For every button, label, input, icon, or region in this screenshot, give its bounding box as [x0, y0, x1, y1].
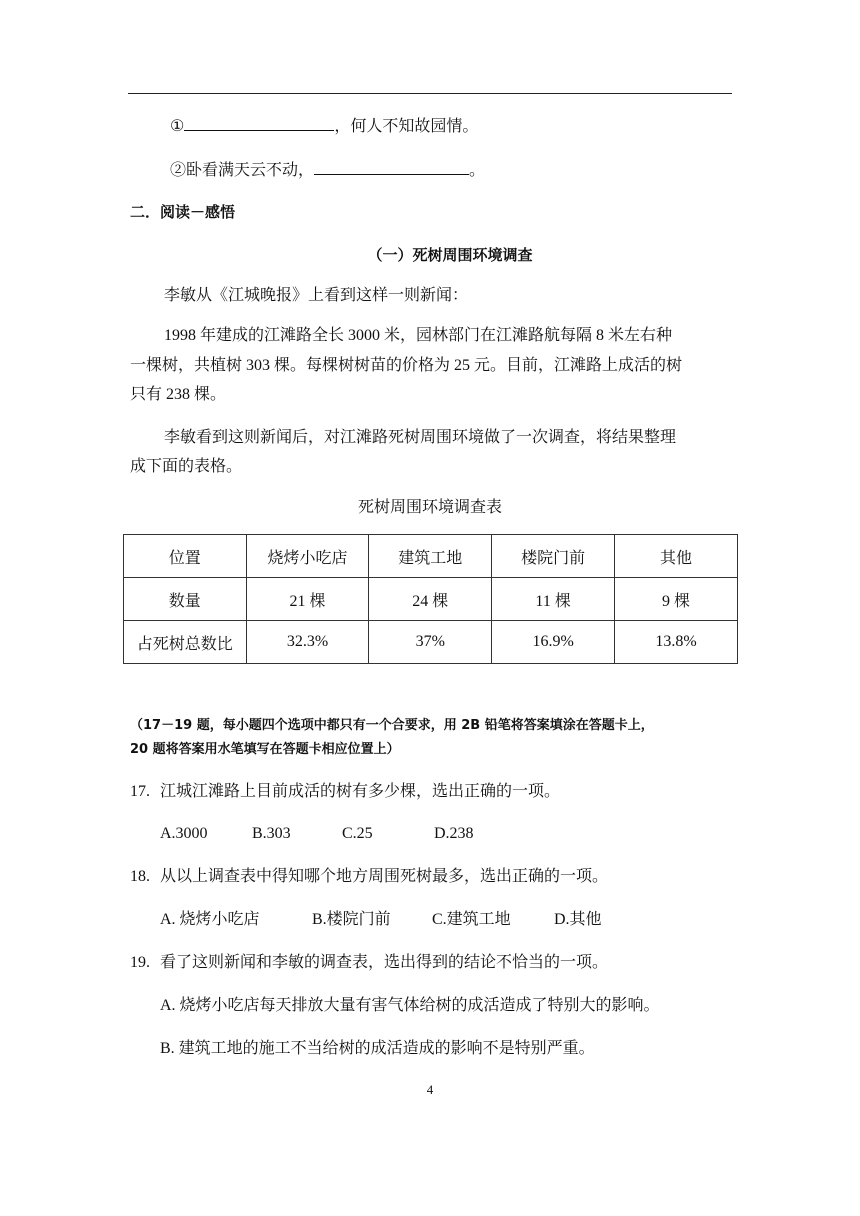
- table-title: 死树周围环境调查表: [357, 499, 502, 516]
- answer-blank-2: [314, 158, 469, 175]
- question-19-option-b: B. 建筑工地的施工不当给树的成活造成的影响不是特别严重。: [160, 1040, 595, 1057]
- table-header-cell: 其他: [615, 535, 738, 578]
- question-text: 看了这则新闻和李敏的调查表，选出得到的结论不恰当的一项。: [160, 954, 609, 971]
- after-line-2: 成下面的表格。: [130, 458, 243, 475]
- table-cell: 13.8%: [615, 621, 738, 664]
- question-number: 17.: [130, 783, 150, 800]
- poem-q2-tail: 。: [469, 162, 486, 179]
- option-a: A.3000: [160, 825, 208, 842]
- section-heading: 二．阅读－感悟: [130, 203, 236, 221]
- option-c: C.建筑工地: [432, 911, 511, 928]
- question-17-options: [160, 824, 474, 844]
- table-cell: 37%: [369, 621, 492, 664]
- option-d: D.其他: [554, 911, 602, 928]
- table-cell: 24 棵: [369, 578, 492, 621]
- table-header-cell: 楼院门前: [492, 535, 615, 578]
- poem-q2-head: ②卧看满天云不动，: [170, 162, 315, 179]
- after-line-1: 李敏看到这则新闻后，对江滩路死树周围环境做了一次调查，将结果整理: [164, 429, 677, 446]
- news-line-3: 只有 238 棵。: [130, 386, 227, 403]
- question-17: [130, 782, 560, 802]
- table-cell: 21 棵: [246, 578, 369, 621]
- question-19-option-a: A. 烧烤小吃店每天排放大量有害气体给树的成活造成了特别大的影响。: [160, 997, 660, 1014]
- poem-line-1: [170, 114, 478, 137]
- instruction-note-line-2: 20 题将答案用水笔填写在答题卡相应位置上）: [130, 742, 400, 757]
- instruction-note-line-1: （17－19 题，每小题四个选项中都只有一个合要求，用 2B 铅笔将答案填涂在答题卡上，: [130, 718, 654, 733]
- table-cell: 占死树总数比: [124, 621, 247, 664]
- option-b: B.303: [252, 825, 291, 842]
- question-number: 19.: [130, 954, 150, 971]
- answer-blank-1: [184, 114, 334, 131]
- poem-q1-tail: ，何人不知故园情。: [334, 118, 479, 135]
- page-number: 4: [426, 1082, 434, 1097]
- header-rule: [128, 93, 732, 94]
- table-row: [124, 535, 738, 578]
- question-text: 从以上调查表中得知哪个地方周围死树最多，选出正确的一项。: [160, 868, 609, 885]
- option-d: D.238: [434, 825, 474, 842]
- question-number: 18.: [130, 868, 150, 885]
- section-subtitle: （一）死树周围环境调查: [367, 246, 533, 264]
- table-cell: 32.3%: [246, 621, 369, 664]
- poem-q1-marker: ①: [170, 118, 185, 135]
- table-cell: 11 棵: [492, 578, 615, 621]
- option-a: A. 烧烤小吃店: [160, 911, 260, 928]
- poem-line-2: [170, 158, 485, 181]
- option-c: C.25: [342, 825, 373, 842]
- question-18-options: [160, 910, 602, 930]
- table-header-cell: 烧烤小吃店: [246, 535, 369, 578]
- question-19: [130, 953, 608, 973]
- table-row: [124, 621, 738, 664]
- option-b: B.楼院门前: [312, 911, 391, 928]
- survey-table: [123, 534, 738, 664]
- table-cell: 16.9%: [492, 621, 615, 664]
- intro-paragraph: 李敏从《江城晚报》上看到这样一则新闻：: [164, 287, 469, 304]
- question-18: [130, 867, 608, 887]
- table-row: [124, 578, 738, 621]
- question-text: 江城江滩路上目前成活的树有多少棵，选出正确的一项。: [160, 783, 561, 800]
- table-cell: 9 棵: [615, 578, 738, 621]
- news-line-1: 1998 年建成的江滩路全长 3000 米，园林部门在江滩路航每隔 8 米左右种: [164, 327, 673, 344]
- table-header-cell: 位置: [124, 535, 247, 578]
- news-line-2: 一棵树，共植树 303 棵。每棵树树苗的价格为 25 元。目前，江滩路上成活的树: [130, 357, 683, 374]
- table-header-cell: 建筑工地: [369, 535, 492, 578]
- table-cell: 数量: [124, 578, 247, 621]
